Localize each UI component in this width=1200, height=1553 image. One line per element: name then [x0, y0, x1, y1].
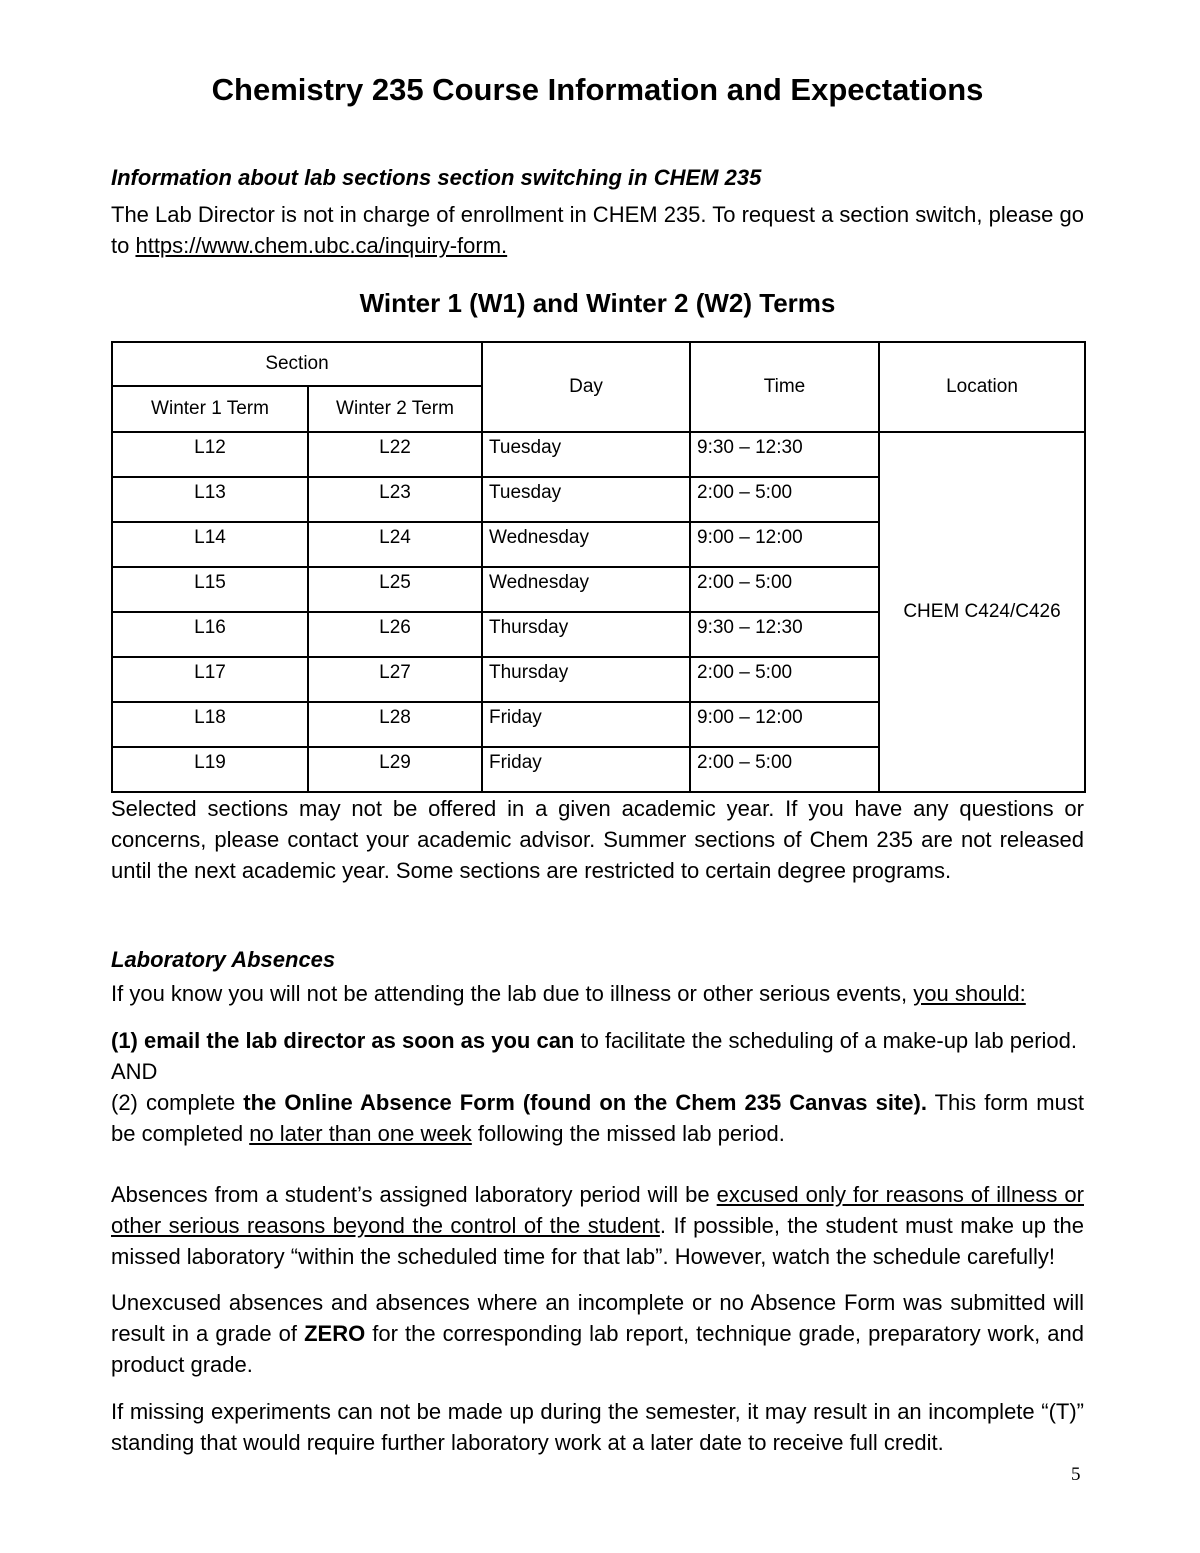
cell-day: Thursday: [482, 657, 690, 702]
cell-time: 2:00 – 5:00: [690, 747, 879, 792]
p1-post: . If possible, the student must make up the missed laboratory “within the scheduled time for that lab”. However, watch the schedule carefully!: [111, 1213, 1084, 1269]
and-text: AND: [111, 1059, 158, 1084]
section-switch-heading: Information about lab sections section switching in CHEM 235: [111, 165, 762, 190]
inquiry-form-link[interactable]: https://www.chem.ubc.ca/inquiry-form.: [135, 233, 508, 258]
p1-underline: excused only for reasons of illness or other serious reasons beyond the control of the student: [111, 1182, 1084, 1238]
unexcused-paragraph: [111, 1287, 1084, 1380]
cell-time: 9:30 – 12:30: [690, 612, 879, 657]
header-section: Section: [112, 342, 482, 386]
cell-time: 2:00 – 5:00: [690, 657, 879, 702]
page-number: 5: [1071, 1464, 1081, 1485]
cell-day: Friday: [482, 747, 690, 792]
cell-w2: L27: [308, 657, 482, 702]
table-row: [112, 432, 1085, 477]
header-day: Day: [482, 342, 690, 432]
cell-w2: L26: [308, 612, 482, 657]
cell-time: 9:00 – 12:00: [690, 522, 879, 567]
p2-post: for the corresponding lab report, technique grade, preparatory work, and product grade.: [111, 1321, 1084, 1377]
cell-w1: L18: [112, 702, 308, 747]
cell-w2: L23: [308, 477, 482, 522]
cell-w1: L17: [112, 657, 308, 702]
incomplete-paragraph: If missing experiments can not be made up during the semester, it may result in an incomplete “(T)” standing that would require further laboratory work at a later date to receive full credit.: [111, 1399, 1084, 1455]
section-switch-text: [111, 199, 1084, 261]
cell-w2: L24: [308, 522, 482, 567]
cell-time: 2:00 – 5:00: [690, 477, 879, 522]
cell-w2: L29: [308, 747, 482, 792]
step2-pre: (2) complete: [111, 1090, 244, 1115]
header-w2: Winter 2 Term: [308, 386, 482, 432]
absences-intro-underline: you should:: [913, 981, 1026, 1006]
cell-day: Tuesday: [482, 432, 690, 477]
cell-w2: L25: [308, 567, 482, 612]
header-w1: Winter 1 Term: [112, 386, 308, 432]
cell-day: Friday: [482, 702, 690, 747]
cell-time: 9:30 – 12:30: [690, 432, 879, 477]
absences-heading: Laboratory Absences: [111, 947, 336, 972]
header-location: Location: [879, 342, 1085, 432]
absence-step-2: [111, 1087, 1084, 1149]
cell-day: Wednesday: [482, 567, 690, 612]
after-table-note: Selected sections may not be offered in a given academic year. If you have any questions or concerns, please contact your academic advisor. Summer sections of Chem 235 are not released until the next academic year. Some sections are restricted to certain degree programs.: [111, 796, 1084, 883]
page-title: Chemistry 235 Course Information and Expectations: [211, 72, 984, 107]
cell-w1: L13: [112, 477, 308, 522]
step2-mid: This form must be completed: [111, 1090, 1084, 1146]
step2-bold: the Online Absence Form (found on the Chem 235 Canvas site).: [243, 1090, 927, 1115]
table-header-row: [112, 342, 1085, 386]
cell-w1: L19: [112, 747, 308, 792]
step2-post: following the missed lab period.: [471, 1121, 785, 1146]
schedule-table: [111, 341, 1086, 793]
terms-heading: Winter 1 (W1) and Winter 2 (W2) Terms: [359, 288, 836, 318]
cell-time: 2:00 – 5:00: [690, 567, 879, 612]
step2-underline: no later than one week: [249, 1121, 472, 1146]
cell-day: Tuesday: [482, 477, 690, 522]
absence-step-1: [111, 1025, 1084, 1087]
absences-intro: [111, 978, 1084, 1009]
cell-w2: L28: [308, 702, 482, 747]
cell-w1: L14: [112, 522, 308, 567]
p1-pre: Absences from a student’s assigned laboratory period will be: [111, 1182, 717, 1207]
section-switch-body: The Lab Director is not in charge of enrollment in CHEM 235. To request a section switch, please go to: [111, 202, 1084, 258]
cell-day: Thursday: [482, 612, 690, 657]
cell-w1: L12: [112, 432, 308, 477]
p2-bold: ZERO: [304, 1321, 366, 1346]
header-time: Time: [690, 342, 879, 432]
step1-rest: to facilitate the scheduling of a make-up lab period.: [574, 1028, 1078, 1053]
cell-location: CHEM C424/C426: [879, 432, 1085, 792]
step1-bold: (1) email the lab director as soon as you can: [111, 1028, 575, 1053]
cell-w1: L15: [112, 567, 308, 612]
cell-time: 9:00 – 12:00: [690, 702, 879, 747]
absences-intro-text: If you know you will not be attending the lab due to illness or other serious events,: [111, 981, 914, 1006]
cell-w1: L16: [112, 612, 308, 657]
absence-policy-paragraph: [111, 1179, 1084, 1272]
cell-w2: L22: [308, 432, 482, 477]
cell-day: Wednesday: [482, 522, 690, 567]
p2-pre: Unexcused absences and absences where an incomplete or no Absence Form was submitted will result in a grade of: [111, 1290, 1084, 1346]
